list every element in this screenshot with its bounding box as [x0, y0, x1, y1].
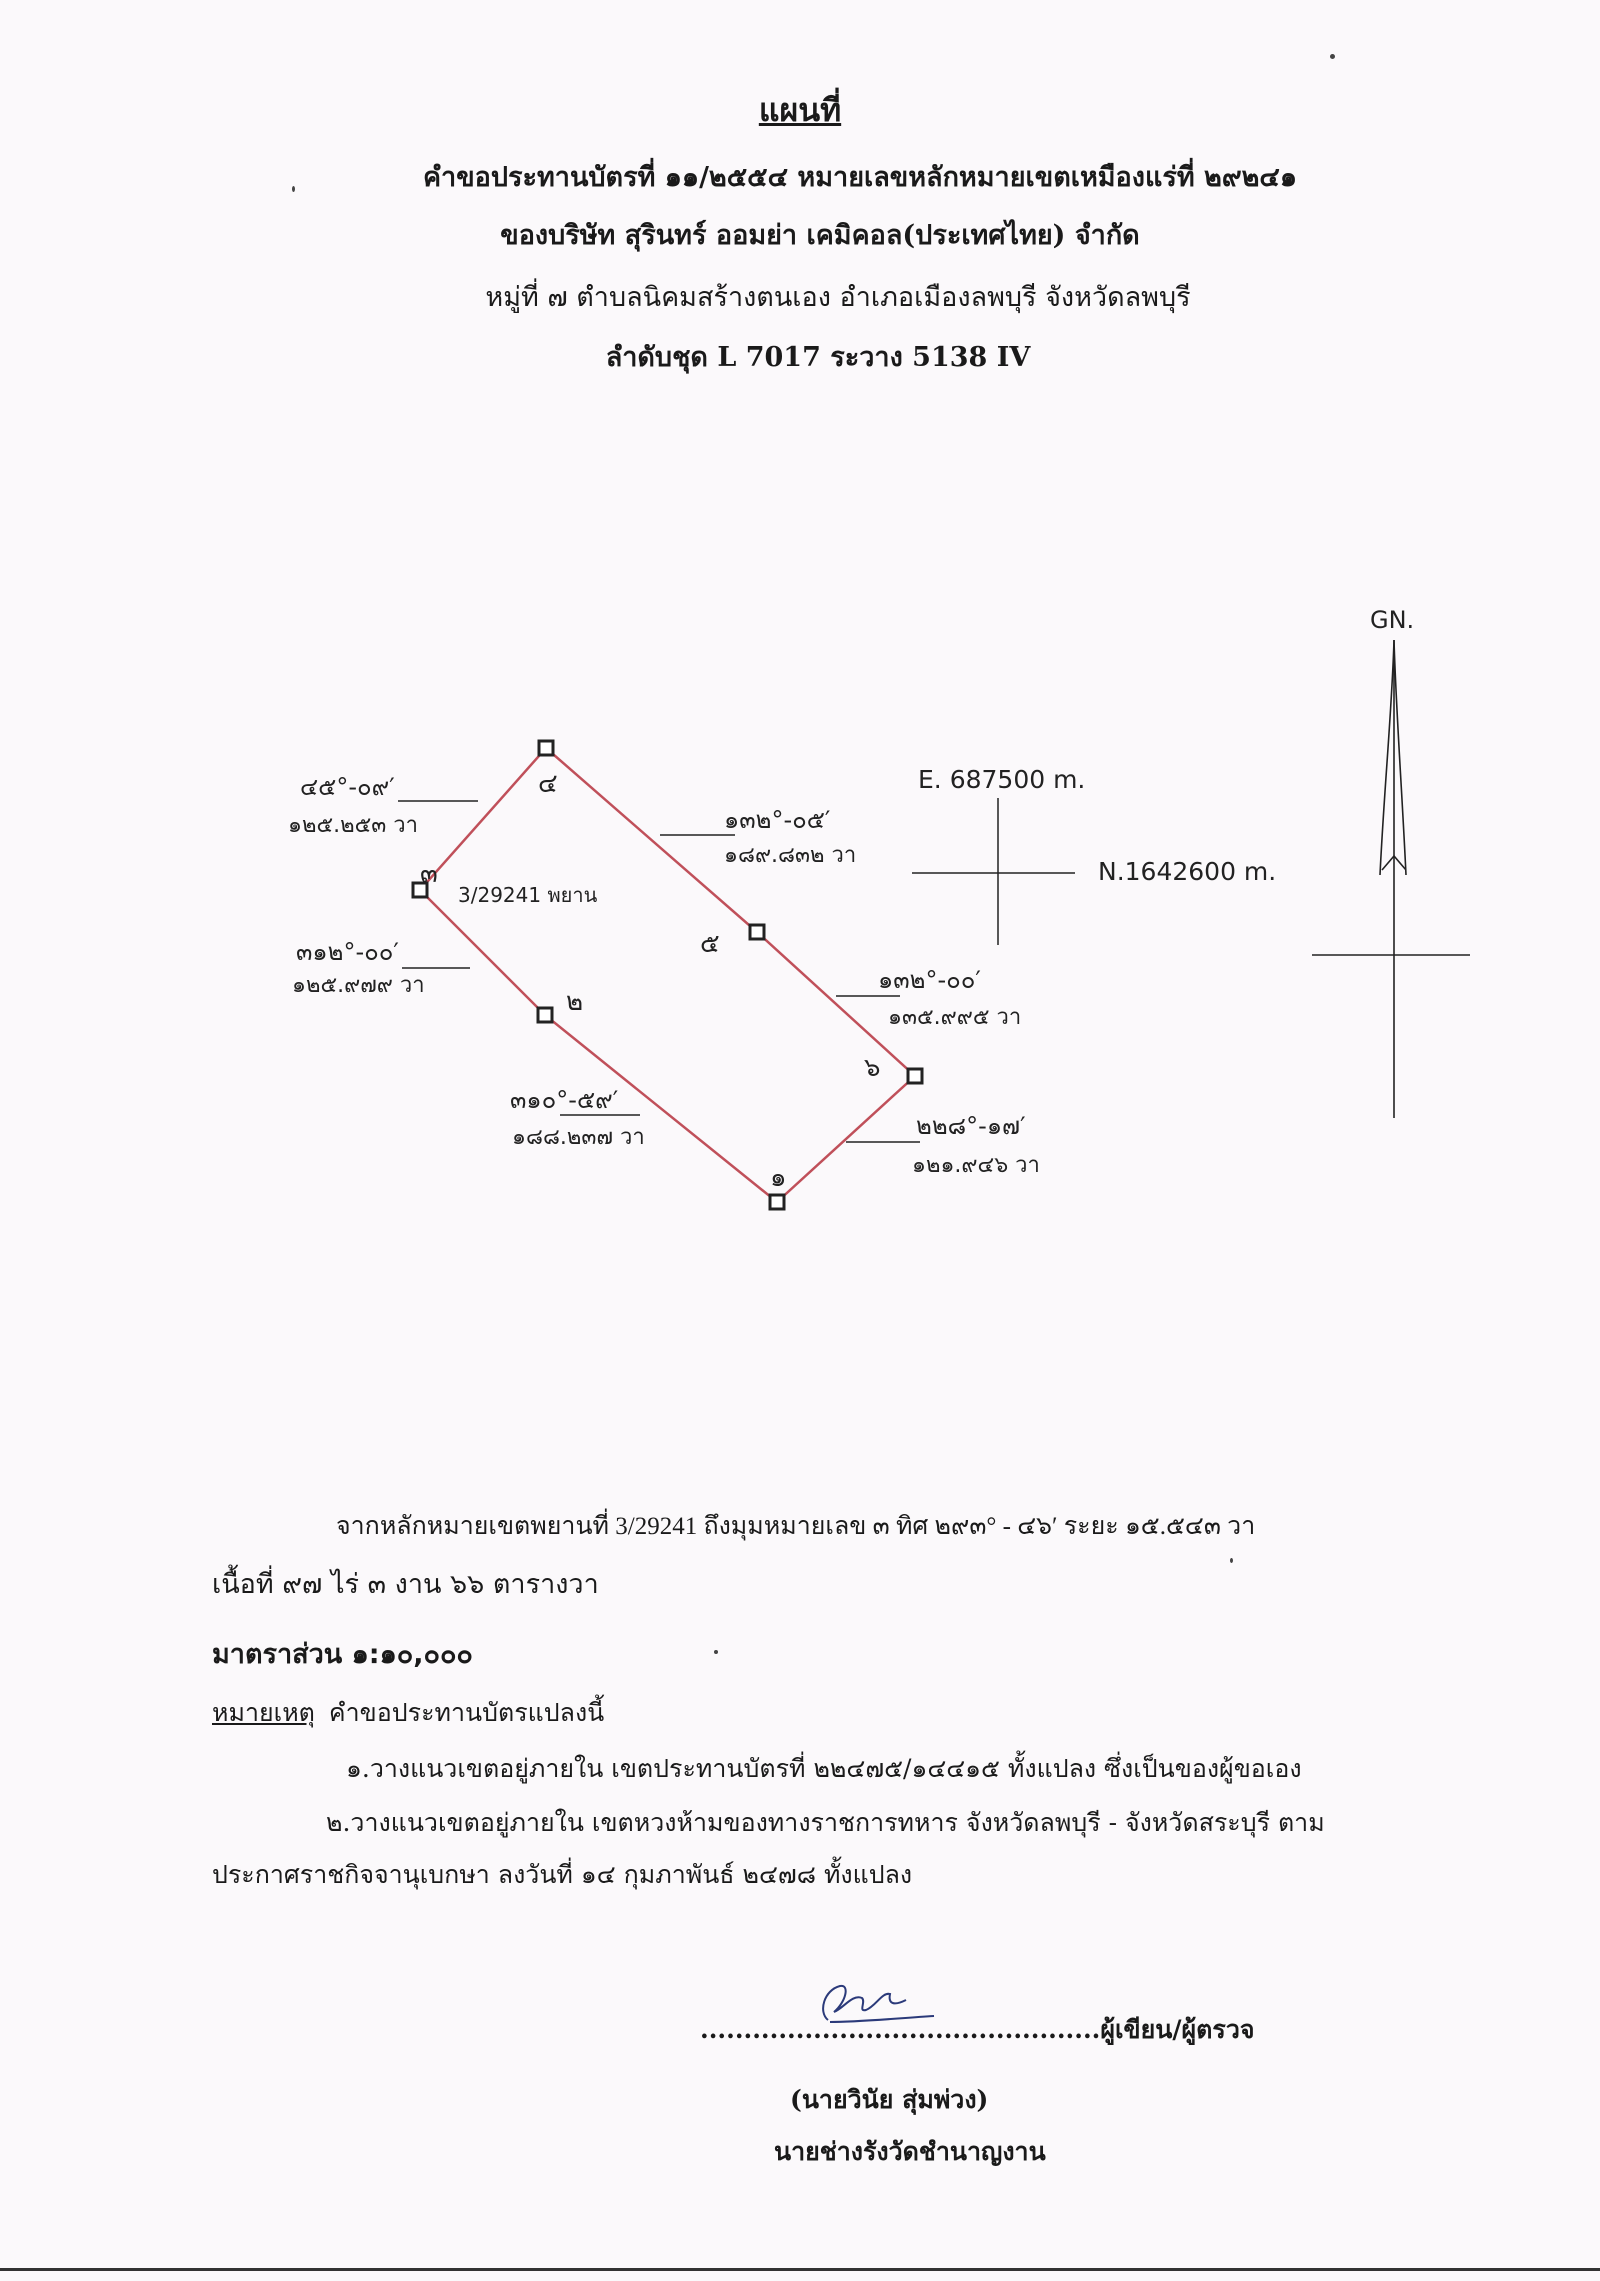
easting-label: E. 687500 m. [918, 765, 1086, 794]
note-heading [212, 1696, 604, 1730]
paper-speck [714, 1650, 718, 1654]
segment-bearing: ๑๓๒°-๐๕′ [724, 806, 831, 834]
corner-marker-5 [750, 925, 764, 939]
corner-label-5: ๕ [700, 929, 720, 959]
note-label: หมายเหตุ [212, 1698, 315, 1727]
note-item-2: ๒.วางแนวเขตอยู่ภายใน เขตหวงห้ามของทางราชการทหาร จังหวัดลพบุรี - จังหวัดสระบุรี ตาม [326, 1808, 1325, 1837]
request-line: คำขอประทานบัตรที่ ๑๑/๒๕๕๔ หมายเลขหลักหมายเขตเหมืองแร่ที่ ๒๙๒๔๑ [422, 162, 1298, 193]
witness-label: 3/29241 พยาน [458, 883, 598, 907]
note-item-2-continued: ประกาศราชกิจจานุเบกษา ลงวันที่ ๑๔ กุมภาพันธ์ ๒๔๗๘ ทั้งแปลง [212, 1860, 913, 1889]
segment-bearing: ๓๑๒°-๐๐′ [296, 938, 399, 966]
corner-label-1: ๑ [770, 1163, 787, 1193]
segment-bearing: ๓๑๐°-๕๙′ [510, 1086, 619, 1114]
segment-distance: ๑๒๑.๙๔๖ วา [912, 1153, 1040, 1178]
corner-label-4: ๔ [538, 769, 558, 799]
company-line: ของบริษัท สุรินทร์ ออมย่า เคมิคอล(ประเทศไทย) จำกัด [500, 220, 1140, 251]
corner-marker-1 [770, 1195, 784, 1209]
northing-label: N.1642600 m. [1098, 857, 1277, 886]
corner-marker-6 [908, 1069, 922, 1083]
location-line: หมู่ที่ ๗ ตำบลนิคมสร้างตนเอง อำเภอเมืองลพบุรี จังหวัดลพบุรี [485, 282, 1191, 313]
segment-bearing: ๒๒๘°-๑๗′ [916, 1112, 1026, 1140]
sheet-line: ลำดับชุด L 7017 ระวาง 5138 IV [605, 342, 1031, 373]
segment-distance: ๑๓๕.๙๙๕ วา [888, 1005, 1022, 1030]
corner-marker-4 [539, 741, 553, 755]
segment-bearing: ๔๕°-๐๙′ [300, 773, 395, 801]
grid-cross [912, 798, 1075, 945]
paper-speck [1330, 54, 1335, 59]
signature-line: ..............................................ผู้เขียน/ผู้ตรวจ [700, 2015, 1255, 2044]
corner-label-3: ๓ [420, 859, 438, 889]
claim-boundary [420, 748, 915, 1202]
document-title: แผนที่ [758, 91, 842, 129]
survey-map [0, 560, 1600, 1260]
north-arrow [1312, 640, 1470, 1118]
signature-block [700, 1990, 1260, 2190]
corner-marker-2 [538, 1008, 552, 1022]
note-item-1: ๑.วางแนวเขตอยู่ภายใน เขตประทานบัตรที่ ๒๒๔๗๕/๑๔๔๑๕ ทั้งแปลง ซึ่งเป็นของผู้ขอเอง [346, 1754, 1302, 1783]
scale-line: มาตราส่วน ๑:๑๐,๐๐๐ [212, 1639, 473, 1670]
witness-reference-line: จากหลักหมายเขตพยานที่ 3/29241 ถึงมุมหมายเลข ๓ ทิศ ๒๙๓° - ๔๖′ ระยะ ๑๕.๕๔๓ วา [336, 1513, 1256, 1540]
segment-distance: ๑๒๕.๒๕๓ วา [288, 813, 419, 838]
paper-speck [292, 186, 295, 192]
signer-position: นายช่างรังวัดชำนาญงาน [774, 2137, 1046, 2166]
north-label: GN. [1370, 606, 1415, 634]
corner-label-6: ๖ [864, 1053, 881, 1083]
corner-label-2: ๒ [566, 987, 584, 1017]
segment-distance: ๑๘๙.๘๓๒ วา [724, 843, 857, 868]
segment-distance: ๑๘๘.๒๓๗ วา [512, 1125, 645, 1150]
paper-speck [1230, 1558, 1233, 1563]
signer-name: (นายวินัย สุ่มพ่วง) [790, 2085, 989, 2114]
segment-bearing: ๑๓๒°-๐๐′ [878, 966, 981, 994]
segment-distance: ๑๒๕.๙๗๙ วา [292, 973, 425, 998]
page-edge-rule [0, 2268, 1600, 2271]
map-drawing [0, 560, 1600, 1260]
note-text: คำขอประทานบัตรแปลงนี้ [328, 1698, 605, 1727]
area-line: เนื้อที่ ๙๗ ไร่ ๓ งาน ๖๖ ตารางวา [212, 1569, 599, 1600]
